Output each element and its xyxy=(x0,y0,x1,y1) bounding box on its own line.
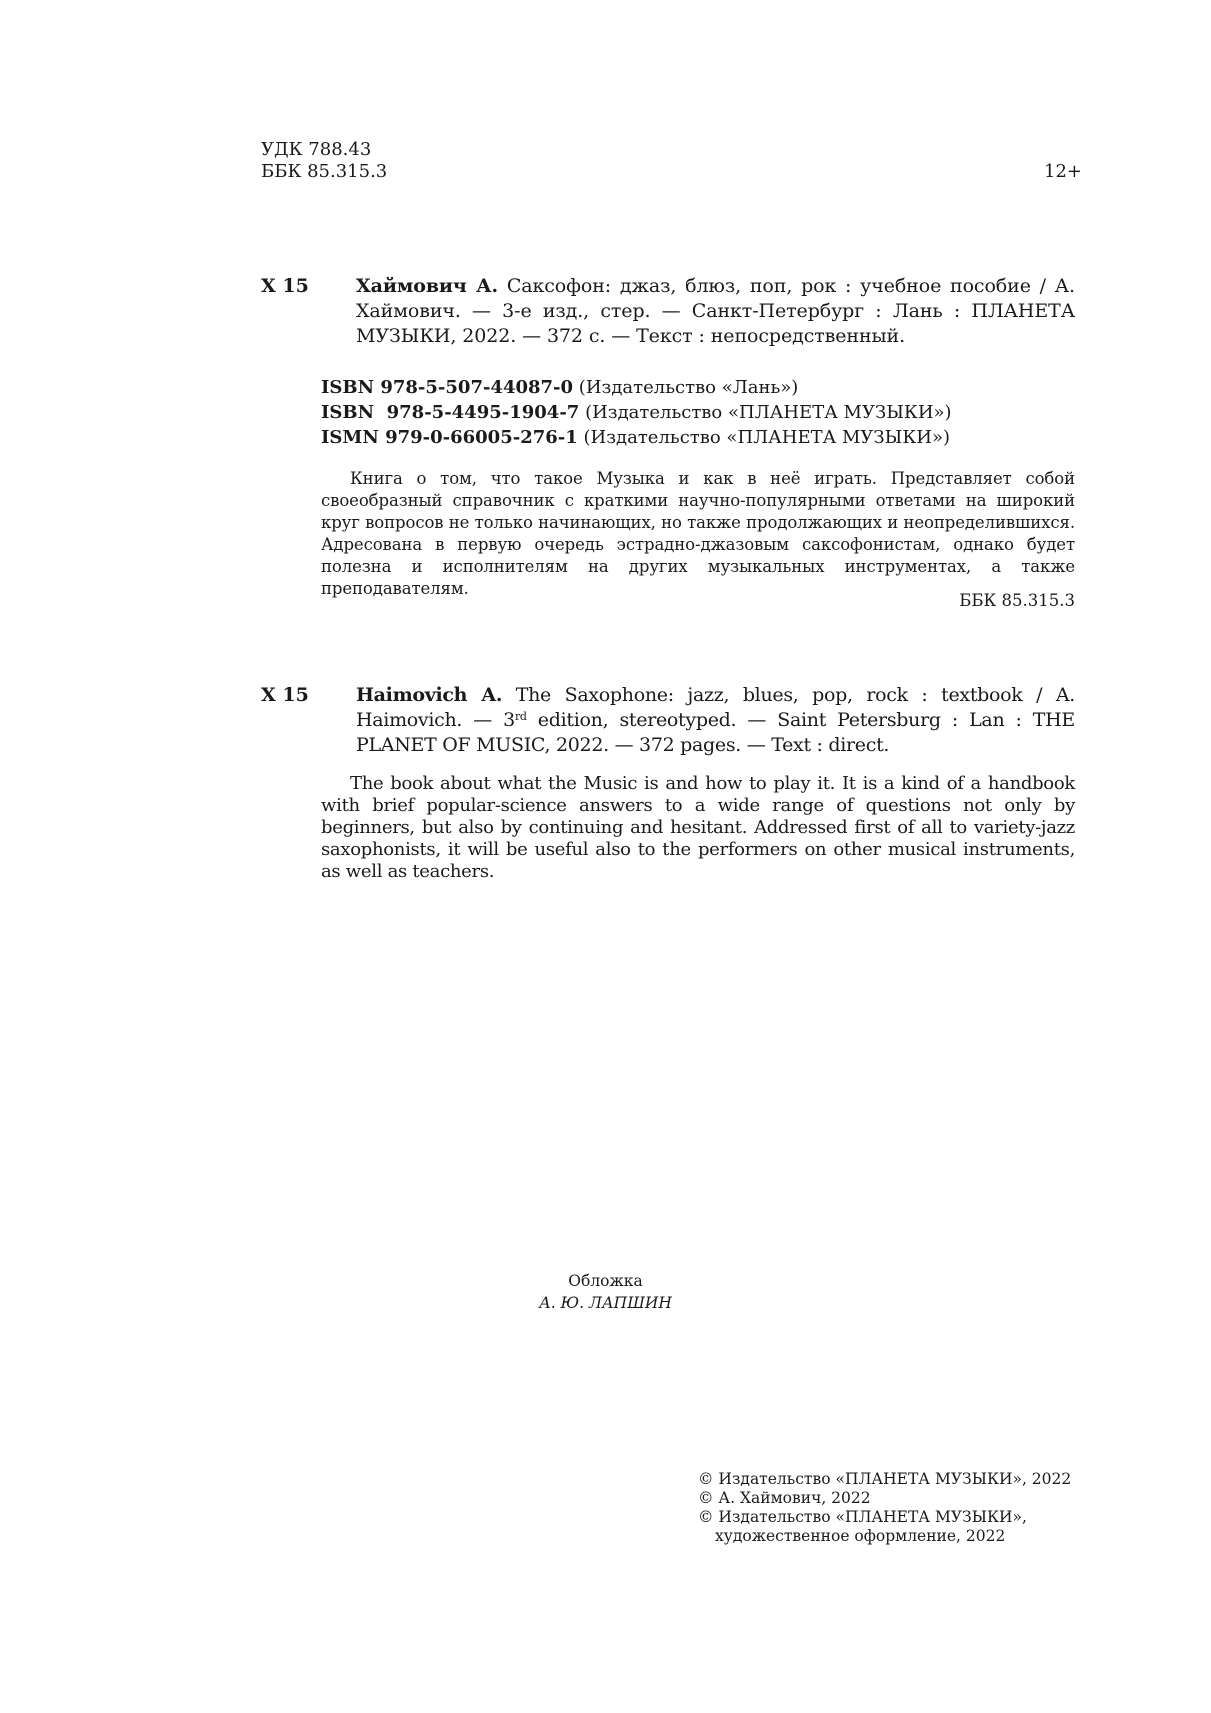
author-mark-ru: Х 15 xyxy=(261,275,309,297)
copyright-line: © Издательство «ПЛАНЕТА МУЗЫКИ», художественное оформление, 2022 xyxy=(698,1508,1027,1545)
ordinal-superscript: rd xyxy=(514,710,527,723)
entry-text-en-part1: The Saxophone: jazz, blues, pop, rock : textbook / A. Haimovich. — 3 xyxy=(356,684,1075,731)
bibliographic-entry-en xyxy=(356,683,1075,758)
entry-text-ru: Саксофон: джаз, блюз, поп, рок : учебное пособие / А. Хаймович. — 3-е изд., стер. — Санкт-Петербург : Лань : ПЛАНЕТА МУЗЫКИ, 2022. — 372 с. — Текст : непосредственный. xyxy=(356,275,1075,347)
copyright-line: © Издательство «ПЛАНЕТА МУЗЫКИ», 2022 xyxy=(698,1470,1072,1488)
copyright-line: © А. Хаймович, 2022 xyxy=(698,1489,871,1507)
isbn-publisher: (Издательство «ПЛАНЕТА МУЗЫКИ») xyxy=(585,402,952,423)
cover-designer: А. Ю. ЛАПШИН xyxy=(539,1294,672,1312)
udk-code: УДК 788.43 xyxy=(261,139,372,160)
cover-credit xyxy=(0,1270,1211,1314)
abstract-en: The book about what the Music is and how to play it. It is a kind of a handbook with brief popular-science answers to a wide range of questions not only by beginners, but also by continuing and hesitant. Addressed first of all to variety-jazz saxophonists, it will be useful also to the performers on other musical instruments, as well as teachers. xyxy=(321,773,1075,882)
abstract-ru: Книга о том, что такое Музыка и как в неё играть. Представляет собой своеобразный справочник с краткими научно-популярными ответами на широкий круг вопросов не только начинающих, но также продолжающих и неопределившихся. Адресована в первую очередь эстрадно-джазовым саксофонистам, однако будет полезна и исполнителям на других музыкальных инструментах, а также преподавателям. xyxy=(321,469,1075,598)
author-ru: Хаймович А. xyxy=(356,275,498,297)
classification-block xyxy=(261,139,387,183)
ismn-row xyxy=(321,425,952,450)
isbn-number: ISBN 978-5-4495-1904-7 xyxy=(321,402,580,423)
bibliographic-entry-ru xyxy=(356,274,1075,349)
entry-text-en-part2: edition, stereotyped. — Saint Petersburg : Lan : THE PLANET OF MUSIC, 2022. — 372 pages. — Text : direct. xyxy=(356,709,1075,756)
isbn-number: ISBN 978-5-507-44087-0 xyxy=(321,377,574,398)
copyright-block xyxy=(698,1470,1083,1546)
isbn-row xyxy=(321,400,952,425)
ismn-publisher: (Издательство «ПЛАНЕТА МУЗЫКИ») xyxy=(583,427,951,448)
ismn-number: ISMN 979-0-66005-276-1 xyxy=(321,427,578,448)
isbn-publisher: (Издательство «Лань») xyxy=(578,377,799,398)
author-en: Haimovich A. xyxy=(356,684,503,706)
bbk-code-bottom: ББК 85.315.3 xyxy=(959,591,1075,610)
isbn-row xyxy=(321,375,952,400)
author-mark-en: Х 15 xyxy=(261,684,309,706)
bbk-code: ББК 85.315.3 xyxy=(261,161,388,182)
cover-label: Обложка xyxy=(568,1272,643,1290)
isbn-block xyxy=(321,375,952,450)
age-rating: 12+ xyxy=(1044,161,1082,182)
